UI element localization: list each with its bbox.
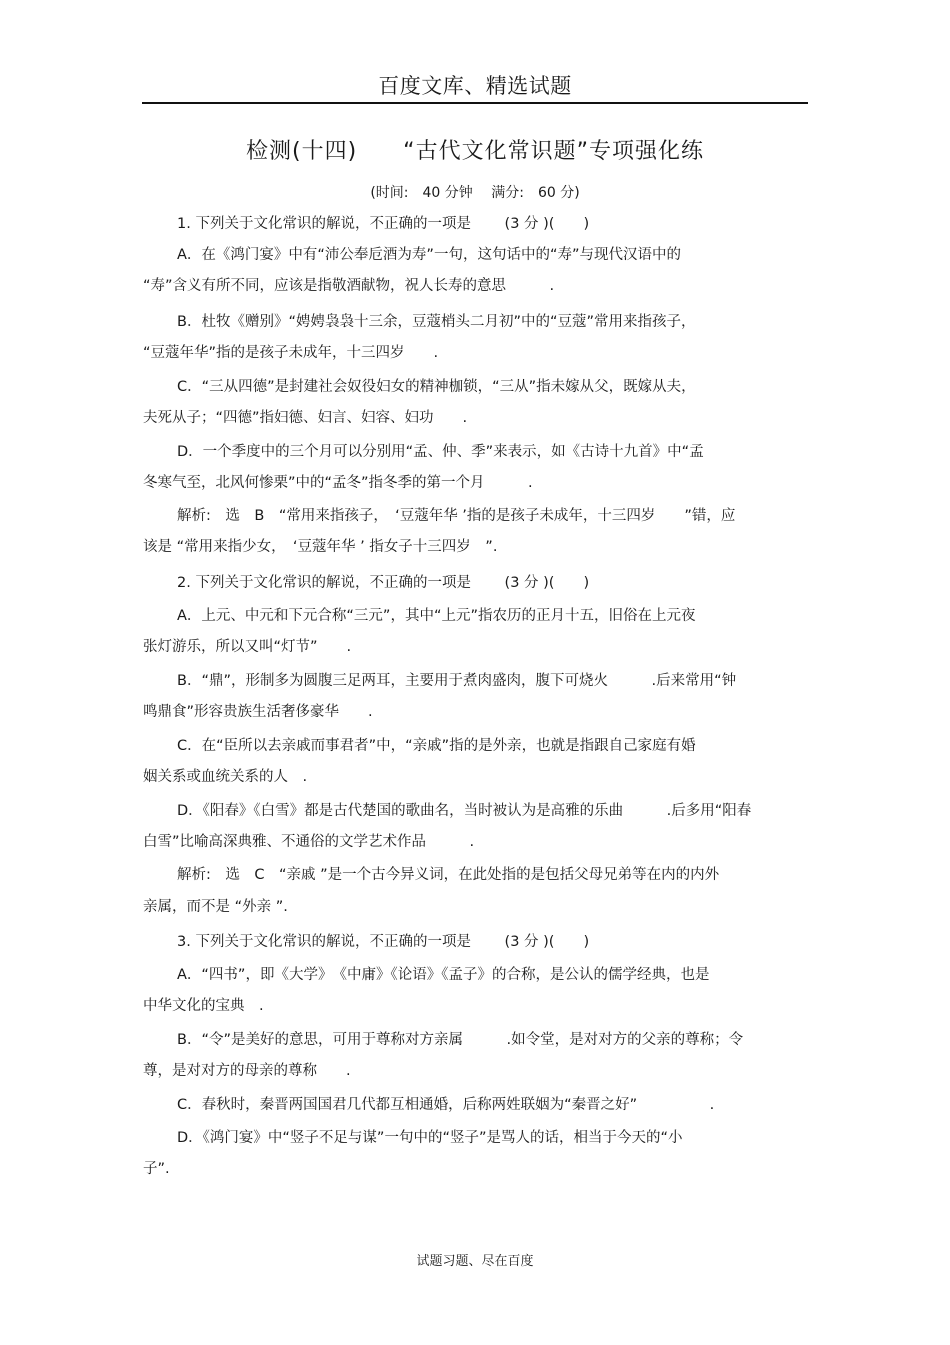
q1-option-a-line2: “寿”含义有所不同，应该是指敬酒献物，祝人长寿的意思 . xyxy=(143,278,555,294)
q1-analysis-line1: 解析: 选 B “常用来指孩子， ‘豆蔻年华 ’指的是孩子未成年，十三四岁 ”错，应 xyxy=(177,508,736,524)
q1-option-b-line2: “豆蔻年华”指的是孩子未成年，十三四岁 . xyxy=(143,345,439,361)
q2-option-d-line2: 白雪”比喻高深典雅、不通俗的文学艺术作品 . xyxy=(143,834,475,850)
q2-option-c-line1: C．在“臣所以去亲戚而事君者”中，“亲戚”指的是外亲，也就是指跟自己家庭有婚 xyxy=(177,738,696,754)
q3-option-c: C．春秋时，秦晋两国国君几代都互相通婚，后称两姓联姻为“秦晋之好” . xyxy=(177,1097,715,1113)
q2-option-c-line2: 姻关系或血统关系的人 . xyxy=(143,769,308,785)
q1-analysis-line2: 该是 “常用来指少女， ‘豆蔻年华 ’ 指女子十三四岁 ”. xyxy=(143,539,498,555)
q2-analysis-line2: 亲属，而不是 “外亲 ”. xyxy=(143,899,288,915)
page-header-title: 百度文库、精选试题 xyxy=(378,74,572,98)
q1-option-d-line2: 冬寒气至，北风何惨栗”中的“孟冬”指冬季的第一个月 . xyxy=(143,475,533,491)
exam-meta: (时间: 40 分钟 满分: 60 分) xyxy=(370,185,580,201)
document-title: 检测(十四) “古代文化常识题”专项强化练 xyxy=(246,139,704,164)
q2-option-b-line1: B．“鼎”，形制多为圆腹三足两耳，主要用于煮肉盛肉，腹下可烧火 .后来常用“钟 xyxy=(177,673,737,689)
q1-option-c-line1: C．“三从四德”是封建社会奴役妇女的精神枷锁，“三从”指未嫁从父，既嫁从夫， xyxy=(177,379,696,395)
q2-option-b-line2: 鸣鼎食”形容贵族生活奢侈豪华 . xyxy=(143,704,373,720)
q3-option-b-line2: 尊，是对对方的母亲的尊称 . xyxy=(143,1063,351,1079)
q2-option-a-line1: A．上元、中元和下元合称“三元”，其中“上元”指农历的正月十五，旧俗在上元夜 xyxy=(177,608,696,624)
q1-option-d-line1: D．一个季度中的三个月可以分别用“孟、仲、季”来表示，如《古诗十九首》中“孟 xyxy=(177,444,704,460)
q3-option-a-line1: A．“四书”，即《大学》 《中庸》《论语》《孟子》的合称，是公认的儒学经典，也是 xyxy=(177,967,710,983)
q2-analysis-line1: 解析: 选 C “亲戚 ”是一个古今异义词，在此处指的是包括父母兄弟等在内的内外 xyxy=(177,867,720,883)
q2-option-a-line2: 张灯游乐，所以又叫“灯节” . xyxy=(143,639,352,655)
page-footer: 试题习题、尽在百度 xyxy=(416,1254,534,1269)
q1-option-a-line1: A．在《鸿门宴》中有“沛公奉卮酒为寿”一句，这句话中的“寿”与现代汉语中的 xyxy=(177,247,681,263)
q3-option-b-line1: B．“令”是美好的意思，可用于尊称对方亲属 .如令堂，是对对方的父亲的尊称；令 xyxy=(177,1032,744,1048)
q3-option-d-line2: 子”. xyxy=(143,1161,170,1177)
q3-option-d-line1: D．《鸿门宴》中“竖子不足与谋”一句中的“竖子”是骂人的话，相当于今天的“小 xyxy=(177,1130,683,1146)
question-1-stem: 1. 下列关于文化常识的解说，不正确的一项是 (3 分 )( ) xyxy=(177,216,590,232)
q1-option-b-line1: B．杜牧《赠别》“娉娉袅袅十三余，豆蔻梢头二月初”中的“豆蔻”常用来指孩子， xyxy=(177,314,696,330)
header-divider xyxy=(142,102,808,104)
q1-option-c-line2: 夫死从子；“四德”指妇德、妇言、妇容、妇功 . xyxy=(143,410,468,426)
question-2-stem: 2. 下列关于文化常识的解说，不正确的一项是 (3 分 )( ) xyxy=(177,575,590,591)
q2-option-d-line1: D．《阳春》《白雪》都是古代楚国的歌曲名，当时被认为是高雅的乐曲 .后多用“阳春 xyxy=(177,803,752,819)
q3-option-a-line2: 中华文化的宝典 . xyxy=(143,998,264,1014)
question-3-stem: 3. 下列关于文化常识的解说，不正确的一项是 (3 分 )( ) xyxy=(177,934,590,950)
